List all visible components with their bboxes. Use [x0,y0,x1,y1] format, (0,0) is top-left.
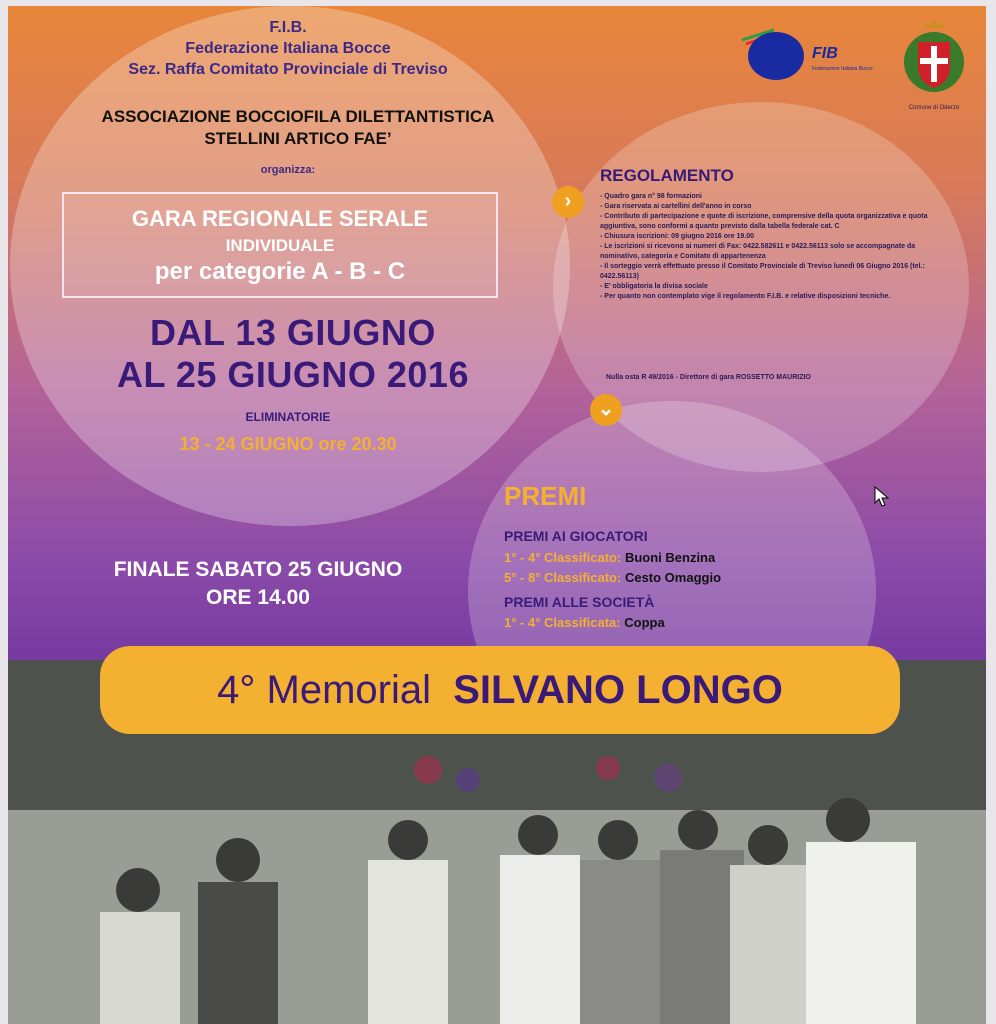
premi-prize: Buoni Benzina [624,550,716,565]
regolamento-list [600,192,938,302]
fib-logo-text: FIB [812,45,838,62]
eliminatorie-dates: 13 - 24 GIUGNO ore 20.30 [179,434,397,454]
premi-prize: Cesto Omaggio [624,570,722,585]
gara-individuale: INDIVIDUALE [225,236,335,255]
premi-giocatori-title: PREMI AI GIOCATORI [504,528,648,544]
dates-line2: AL 25 GIUGNO 2016 [117,354,469,395]
gara-title: GARA REGIONALE SERALE [131,206,429,231]
premi-giocatori-row-2 [504,570,721,585]
finale-line1: FINALE SABATO 25 GIUGNO [113,558,403,581]
regolamento-note: Nulla osta R 49/2016 - Direttore di gara ROSSETTO MAURIZIO [606,374,811,381]
premi-class: 5° - 8° Classificato: [504,570,622,585]
fib-logo-icon [736,26,886,86]
banner-name: SILVANO LONGO [453,668,783,712]
premi-class: 1° - 4° Classificata: [504,615,621,630]
regolamento-item: - Il sorteggio verrà effettuato presso il Comitato Provinciale di Treviso lunedì 06 Giugno 2016 (tel.: 0422.56113) [600,262,938,282]
premi-class: 1° - 4° Classificato: [504,550,622,565]
arrow-right-icon: › [552,186,584,218]
regolamento-item: - Contributo di partecipazione e quote di iscrizione, comprensive della quota organizzativa e quota aggiuntiva, sono conformi a quanto previsto dalla tabella federale cat. C [600,212,938,232]
fib-short: F.I.B. [269,19,307,36]
comune-label: Comune di Oderzo [908,105,960,111]
banner-prefix: 4° Memorial [217,668,431,712]
regolamento-item: - E' obbligatoria la divisa sociale [600,282,938,292]
federation-name: Federazione Italiana Bocce [185,40,391,57]
regolamento-item: - Quadro gara n° 98 formazioni [600,192,938,202]
eliminatorie-label: ELIMINATORIE [245,410,331,424]
mouse-cursor-icon [874,486,890,508]
premi-societa-title: PREMI ALLE SOCIETÀ [504,594,655,610]
premi-societa-row-1 [504,615,665,630]
banner-text [100,646,900,734]
gara-box [62,192,498,298]
regolamento-item: - Per quanto non contemplato vige il regolamento F.I.B. e relative disposizioni tecniche. [600,292,938,302]
memorial-banner [100,646,900,734]
gara-categorie: per categorie A - B - C [154,258,406,285]
fib-logo-sub: Federazione Italiana Bocce [812,66,873,72]
poster [8,6,986,1024]
regolamento-title: REGOLAMENTO [600,166,734,185]
association-line2: STELLINI ARTICO FAE’ [204,129,392,148]
association-line1: ASSOCIAZIONE BOCCIOFILA DILETTANTISTICA [101,107,495,126]
finale-line2: ORE 14.00 [206,586,310,609]
organizza-label: organizza: [260,164,316,176]
premi-title: PREMI [504,481,587,511]
regolamento-item: - Chiusura iscrizioni: 09 giugno 2016 ore 19.00 [600,232,938,242]
section-name: Sez. Raffa Comitato Provinciale di Treviso [128,61,448,78]
premi-prize: Coppa [624,615,665,630]
regolamento-item: - Gara riservata ai cartellini dell'anno in corso [600,202,938,212]
regolamento-item: - Le iscrizioni si ricevono ai numeri di Fax: 0422.582611 e 0422.56113 solo se accompagnate da nominativo, categoria e Comitato di appartenenza [600,242,938,262]
comune-crest [898,20,970,112]
crest-icon [898,20,970,100]
dates-line1: DAL 13 GIUGNO [150,312,436,353]
arrow-down-icon: ⌄ [590,394,622,426]
fib-logo [736,26,886,86]
premi-giocatori-row-1 [504,550,715,565]
